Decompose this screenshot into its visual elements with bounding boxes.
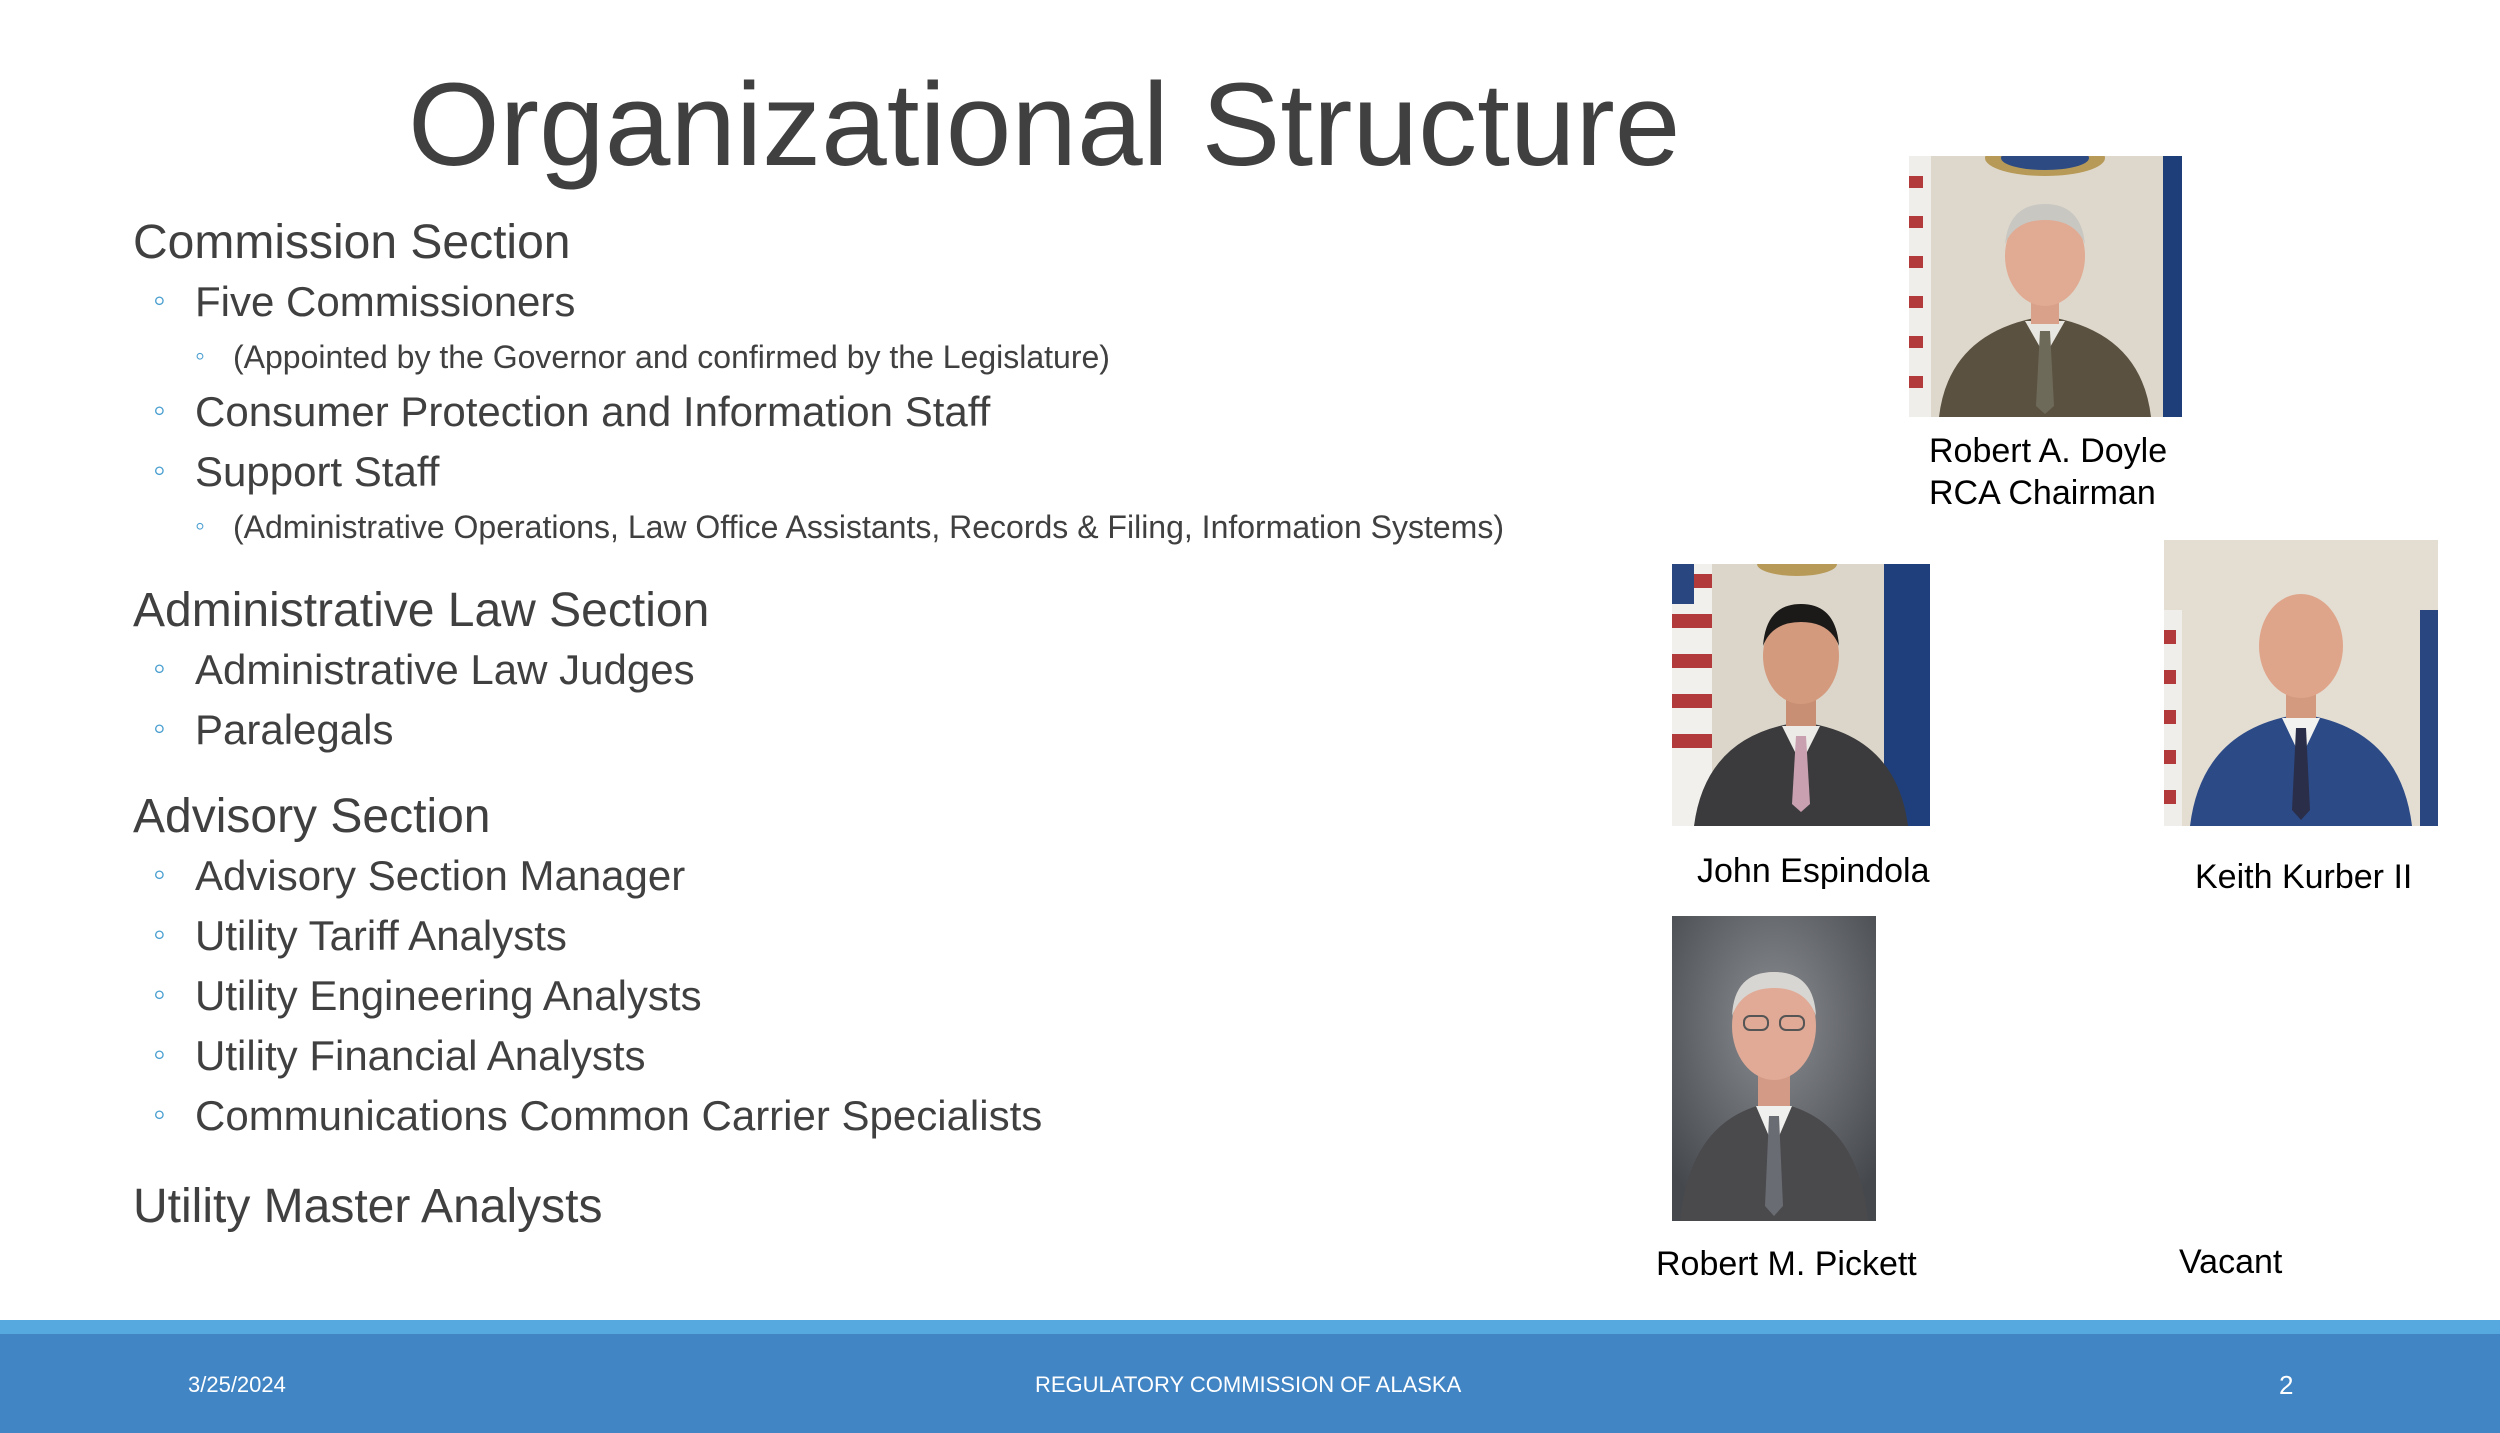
list-item: ◦ Administrative Law Judges xyxy=(133,640,709,700)
footer-stripe xyxy=(0,1320,2500,1334)
commissioner-photo-doyle xyxy=(1909,156,2182,417)
list-item: ◦ Paralegals xyxy=(133,700,709,760)
advisory-section xyxy=(133,788,1042,1146)
commissioner-name: Keith Kurber II xyxy=(2195,858,2413,896)
list-item: ◦ Utility Tariff Analysts xyxy=(133,906,1042,966)
list-subitem: ◦ (Appointed by the Governor and confirmed by the Legislature) xyxy=(133,332,1504,382)
commissioner-name: John Espindola xyxy=(1697,852,1930,890)
list-item: ◦ Five Commissioners xyxy=(133,272,1504,332)
section-heading: Utility Master Analysts xyxy=(133,1180,603,1233)
list-item: ◦ Consumer Protection and Information Staff xyxy=(133,382,1504,442)
section-heading: Advisory Section xyxy=(133,790,491,843)
list-item: ◦ Communications Common Carrier Specialists xyxy=(133,1086,1042,1146)
list-item: ◦ Utility Engineering Analysts xyxy=(133,966,1042,1026)
list-item: ◦ Utility Financial Analysts xyxy=(133,1026,1042,1086)
footer-date: 3/25/2024 xyxy=(188,1372,286,1397)
commissioner-photo-espindola xyxy=(1672,564,1930,826)
vacant-seat-label: Vacant xyxy=(2179,1243,2283,1281)
footer xyxy=(0,1334,2500,1433)
footer-organization: REGULATORY COMMISSION OF ALASKA xyxy=(1035,1372,1462,1397)
page-number: 2 xyxy=(2279,1370,2294,1400)
commissioner-role: RCA Chairman xyxy=(1929,474,2156,512)
list-subitem: ◦ (Administrative Operations, Law Office Assistants, Records & Filing, Information Systems) xyxy=(133,502,1504,552)
admin-law-section xyxy=(133,582,709,760)
list-item: ◦ Advisory Section Manager xyxy=(133,846,1042,906)
master-section xyxy=(133,1178,602,1236)
commissioner-name: Robert A. Doyle xyxy=(1929,432,2168,470)
section-heading: Administrative Law Section xyxy=(133,584,710,637)
slide-title: Organizational Structure xyxy=(408,59,1681,191)
commissioner-photo-pickett xyxy=(1672,916,1876,1221)
section-heading: Commission Section xyxy=(133,216,571,269)
list-item: ◦ Support Staff xyxy=(133,442,1504,502)
commission-section xyxy=(133,214,1504,552)
commissioner-name: Robert M. Pickett xyxy=(1656,1245,1917,1283)
commissioner-photo-kurber xyxy=(2164,540,2438,826)
